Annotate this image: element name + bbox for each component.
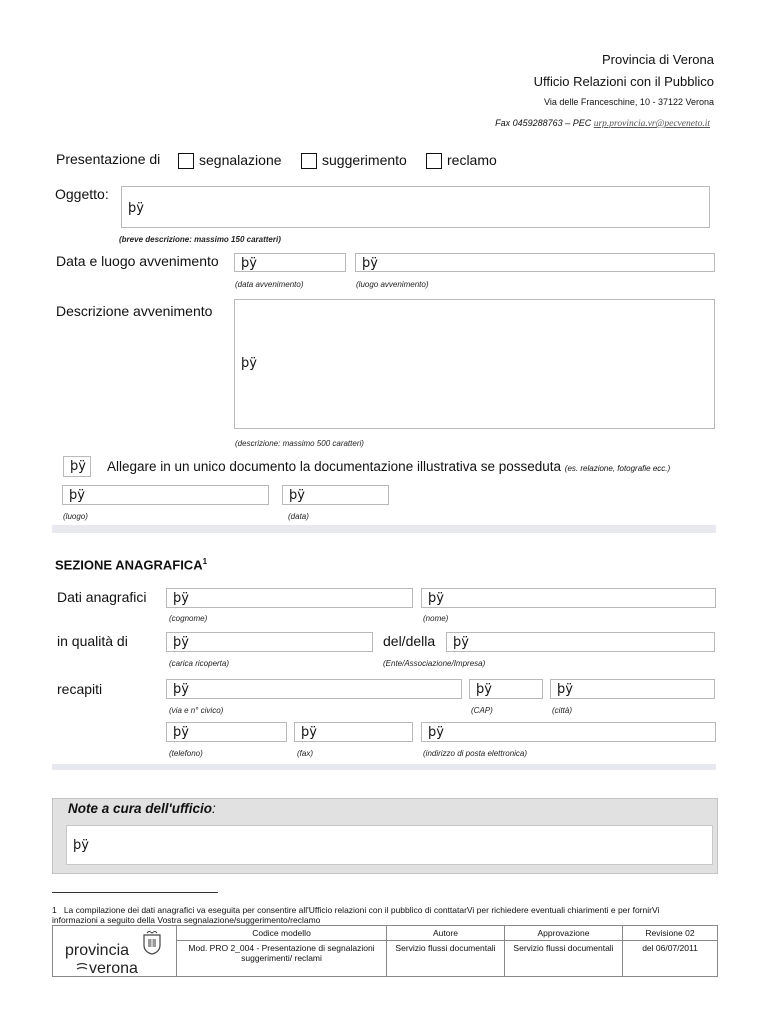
province-logo [55,928,174,977]
presentazione-label: Presentazione di [56,151,161,167]
allegare-row [107,459,670,474]
data-avvenimento-hint: (data avvenimento) [235,280,304,289]
notes-field[interactable]: þÿ [66,825,713,865]
notes-title-colon: : [212,801,216,816]
header-approvazione: Approvazione [505,926,623,941]
cell-codice: Mod. PRO 2_004 - Presentazione di segnalazioni suggerimenti/ reclami [177,941,387,977]
data-avvenimento-field[interactable]: þÿ [234,253,346,272]
footnote-line2: informazioni a seguito della Vostra segnalazione/suggerimento/reclamo [52,915,321,925]
luogo-hint: (luogo) [63,512,88,521]
citta-hint: (città) [552,706,572,715]
logo-cell [53,926,177,977]
footnote-line1 [52,905,718,915]
oggetto-label: Oggetto: [55,186,109,202]
carica-hint: (carica ricoperta) [169,659,230,668]
header-org: Provincia di Verona [601,52,714,67]
header-autore: Autore [387,926,505,941]
descrizione-label: Descrizione avvenimento [56,303,213,319]
via-hint: (via e n° civico) [169,706,224,715]
header-fax: Fax 0459288763 – PEC [495,118,594,128]
recapiti-label: recapiti [57,681,103,697]
crest-icon [141,931,163,955]
header-contacts [495,118,710,129]
email-hint: (indirizzo di posta elettronica) [423,749,528,758]
luogo-avvenimento-field[interactable]: þÿ [355,253,715,272]
cell-revisione: del 06/07/2011 [623,941,718,977]
header-revisione: Revisione 02 [623,926,718,941]
luogo-avvenimento-hint: (luogo avvenimento) [356,280,429,289]
footnote-number: 1 [52,905,57,915]
allegare-note: (es. relazione, fotografie ecc.) [564,464,671,473]
allegare-checkbox[interactable]: þÿ [63,456,91,477]
notes-title-text: Note a cura dell'ufficio [68,801,212,816]
segnalazione-checkbox[interactable] [178,153,194,169]
oggetto-hint: (breve descrizione: massimo 150 caratteri) [119,235,281,244]
reclamo-checkbox[interactable] [426,153,442,169]
ente-hint: (Ente/Associazione/Impresa) [383,659,486,668]
cognome-field[interactable]: þÿ [166,588,413,608]
fax-hint: (fax) [297,749,313,758]
telefono-hint: (telefono) [169,749,203,758]
descrizione-hint: (descrizione: massimo 500 caratteri) [235,439,364,448]
header-address: Via delle Franceschine, 10 - 37122 Verona [544,97,714,107]
fax-field[interactable]: þÿ [294,722,413,742]
section-divider-top [52,525,716,533]
anagrafica-footnote-ref: 1 [202,557,208,566]
notes-title [68,801,216,816]
nome-hint: (nome) [423,614,449,623]
logo-verona-text: verona [89,960,138,977]
header-codice: Codice modello [177,926,387,941]
data-luogo-label: Data e luogo avvenimento [56,253,219,269]
suggerimento-checkbox[interactable] [301,153,317,169]
email-field[interactable]: þÿ [421,722,716,742]
pec-link[interactable]: urp.provincia.vr@pecveneto.it [593,119,710,129]
citta-field[interactable]: þÿ [550,679,715,699]
logo-provincia-text: provincia [65,942,130,959]
descrizione-field[interactable]: þÿ [234,299,715,429]
cap-field[interactable]: þÿ [469,679,543,699]
luogo-field[interactable]: þÿ [62,485,269,505]
anagrafica-title [55,557,207,572]
qualita-label: in qualità di [57,633,128,649]
cap-hint: (CAP) [471,706,493,715]
oggetto-field[interactable]: þÿ [121,186,710,228]
cell-autore: Servizio flussi documentali [387,941,505,977]
footnote-text1: La compilazione dei dati anagrafici va eseguita per consentire all'Ufficio relazioni con il pubblico di conttatarVi per richiedere eventuali chiarimenti e per fornirVi [63,905,660,915]
header-office: Ufficio Relazioni con il Pubblico [533,74,714,89]
ente-field[interactable]: þÿ [446,632,715,652]
cognome-hint: (cognome) [169,614,208,623]
dati-anagrafici-label: Dati anagrafici [57,589,147,605]
logo-mark-icon [75,961,89,975]
allegare-text: Allegare in un unico documento la documentazione illustrativa se posseduta [107,459,562,474]
anagrafica-title-text: SEZIONE ANAGRAFICA [55,557,203,573]
section-divider-bottom [52,764,716,770]
footnote-separator [52,892,218,893]
via-field[interactable]: þÿ [166,679,462,699]
data-hint: (data) [288,512,309,521]
del-della-label: del/della [383,633,436,649]
footnote [52,905,718,925]
carica-field[interactable]: þÿ [166,632,373,652]
reclamo-label: reclamo [447,152,497,168]
segnalazione-label: segnalazione [199,152,282,168]
data-field[interactable]: þÿ [282,485,389,505]
nome-field[interactable]: þÿ [421,588,716,608]
telefono-field[interactable]: þÿ [166,722,287,742]
suggerimento-label: suggerimento [322,152,407,168]
footer-table [52,925,718,977]
cell-approvazione: Servizio flussi documentali [505,941,623,977]
